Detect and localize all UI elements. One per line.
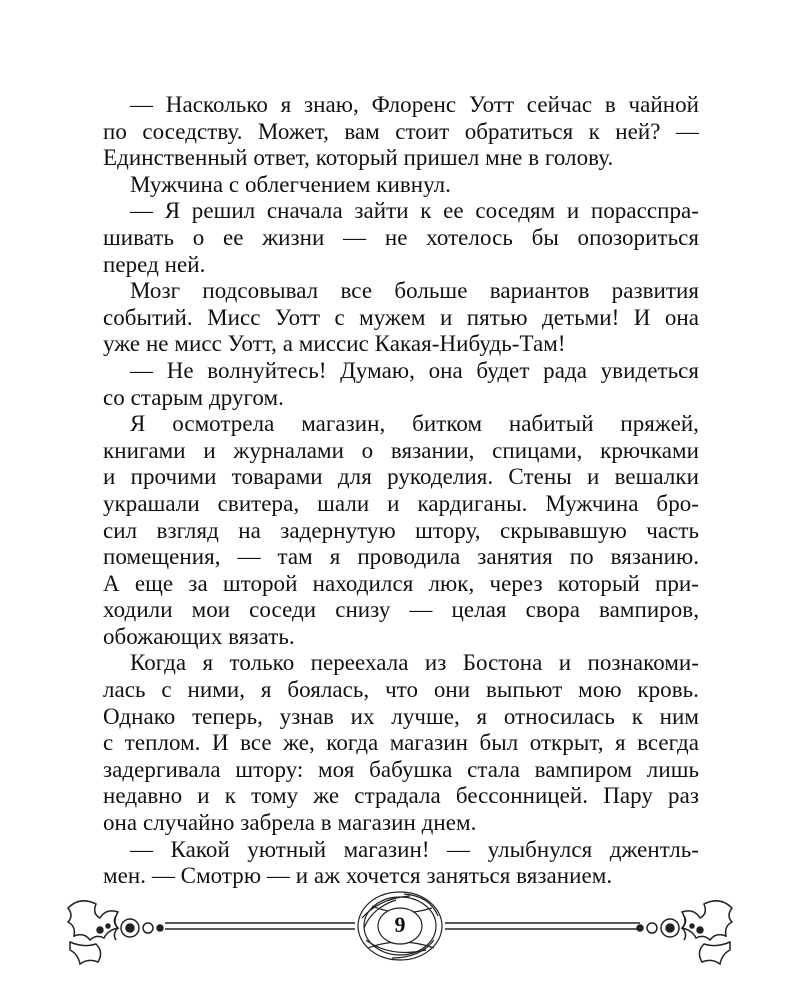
text-line: шивать о ее жизни — не хотелось бы опозориться bbox=[103, 224, 699, 250]
text-line: — Я решил сначала зайти к ее соседям и порасспра- bbox=[130, 198, 699, 224]
text-line: Единственный ответ, который пришел мне в голову. bbox=[103, 145, 614, 171]
text-line: перед ней. bbox=[103, 251, 206, 277]
text-line: событий. Мисс Уотт с мужем и пятью детьми! И она bbox=[103, 304, 699, 330]
text-line: задергивала штору: моя бабушка стала вампиром лишь bbox=[103, 756, 699, 782]
text-line: книгами и журналами о вязании, спицами, крючками bbox=[103, 437, 699, 463]
left-bat-icon bbox=[68, 901, 118, 964]
text-line: и прочими товарами для рукоделия. Стены и вешалки bbox=[103, 464, 699, 490]
text-line: украшали свитера, шали и кардиганы. Мужчина бро- bbox=[103, 490, 699, 516]
text-line: Я осмотрела магазин, битком набитый пряжей, bbox=[130, 411, 699, 437]
text-line: — Не волнуйтесь! Думаю, она будет рада увидеться bbox=[130, 357, 699, 383]
text-line: с теплом. И все же, когда магазин был открыт, я всегда bbox=[103, 730, 699, 756]
right-bat-icon bbox=[682, 901, 732, 964]
text-line: уже не мисс Уотт, а миссис Какая-Нибудь-Там! bbox=[103, 331, 566, 357]
text-line: со старым другом. bbox=[103, 384, 284, 410]
body-text bbox=[103, 92, 699, 890]
text-line: по соседству. Может, вам стоит обратиться к ней? — bbox=[103, 118, 699, 144]
text-line: — Насколько я знаю, Флоренс Уотт сейчас в чайной bbox=[130, 92, 699, 117]
text-line: Мужчина с облегчением кивнул. bbox=[130, 171, 451, 197]
text-line: А еще за шторой находился люк, через который при- bbox=[103, 570, 699, 596]
left-finial-icon bbox=[114, 916, 163, 940]
text-line: сил взгляд на задернутую штору, скрывавшую часть bbox=[103, 517, 699, 543]
text-line: ходили мои соседи снизу — целая свора вампиров, bbox=[103, 597, 699, 623]
text-line: — Какой уютный магазин! — улыбнулся джентль- bbox=[130, 836, 699, 862]
text-line: она случайно забрела в магазин днем. bbox=[103, 810, 477, 836]
text-line: Когда я только переехала из Бостона и познакоми- bbox=[130, 650, 699, 676]
text-line: недавно и к тому же страдала бессонницей. Пару раз bbox=[103, 783, 699, 809]
text-line: обожающих вязать. bbox=[103, 623, 295, 649]
right-finial-icon bbox=[637, 916, 686, 940]
text-line: помещения, — там я проводила занятия по вязанию. bbox=[103, 544, 699, 570]
text-line: лась с ними, я боялась, что они выпьют мою кровь. bbox=[103, 677, 699, 703]
text-line: Однако теперь, узнав их лучше, я относилась к ним bbox=[103, 703, 699, 729]
text-line: мен. — Смотрю — и аж хочется заняться вязанием. bbox=[103, 863, 613, 889]
text-line: Мозг подсовывал все больше вариантов развития bbox=[130, 278, 699, 304]
page-number: 9 bbox=[394, 912, 406, 937]
